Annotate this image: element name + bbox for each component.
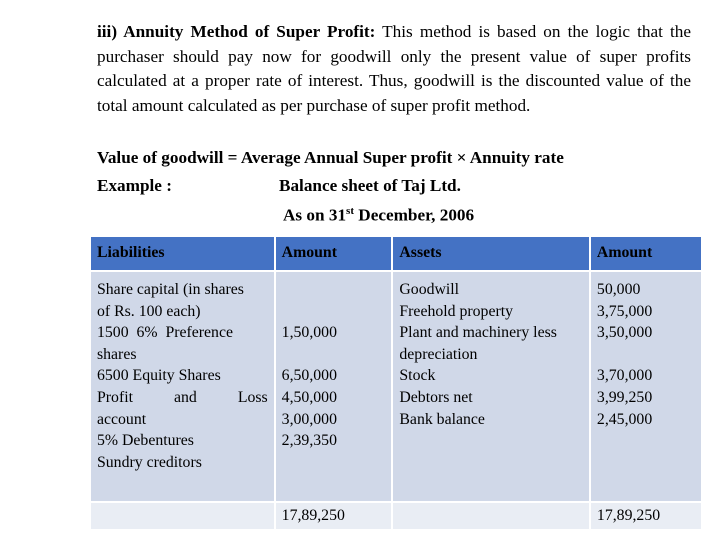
asset-line: depreciation xyxy=(399,345,478,363)
liability-amount: 6,50,000 xyxy=(281,367,337,385)
asset-line: Stock xyxy=(399,367,436,385)
intro-text xyxy=(97,20,691,118)
intro-paragraph xyxy=(97,20,691,118)
asset-amount: 50,000 xyxy=(596,281,641,298)
liabilities-cell xyxy=(91,272,274,501)
asset-amount: 3,75,000 xyxy=(596,302,653,320)
header-amount-assets: Amount xyxy=(591,237,701,270)
header-liabilities: Liabilities xyxy=(91,237,274,270)
liability-amount: 1,50,000 xyxy=(281,324,337,342)
liability-line: Sundry creditors xyxy=(97,453,202,471)
total-blank-cell xyxy=(393,503,589,529)
asset-amount: 3,70,000 xyxy=(596,367,653,385)
date-superscript: st xyxy=(346,205,354,217)
liability-line: shares xyxy=(97,345,137,363)
goodwill-formula: Value of goodwill = Average Annual Super profit × Annuity rate xyxy=(97,148,564,167)
liability-amount: 2,39,350 xyxy=(281,432,337,450)
liability-line xyxy=(97,387,268,409)
liability-amounts-cell xyxy=(276,272,392,501)
balance-sheet-table xyxy=(89,235,703,531)
table-row xyxy=(91,272,701,501)
date-prefix: As on 31 xyxy=(283,205,347,225)
date-suffix: December, 2006 xyxy=(354,205,475,225)
example-label: Example : xyxy=(97,176,172,195)
total-liabilities: 17,89,250 xyxy=(276,503,392,529)
liability-word: Profit xyxy=(97,388,133,406)
liability-line: account xyxy=(97,410,147,428)
method-heading: iii) Annuity Method of Super Profit: xyxy=(97,22,376,41)
asset-line: Debtors net xyxy=(399,388,473,406)
liability-line: 6500 Equity Shares xyxy=(97,367,221,385)
balance-sheet-title: Balance sheet of Taj Ltd. xyxy=(279,176,461,195)
table-total-row xyxy=(91,503,701,529)
liability-line: of Rs. 100 each) xyxy=(97,302,201,320)
header-assets: Assets xyxy=(393,237,589,270)
total-blank-cell xyxy=(91,503,274,529)
asset-line: Plant and machinery less xyxy=(399,324,557,342)
total-assets: 17,89,250 xyxy=(591,503,701,529)
assets-cell xyxy=(393,272,589,501)
asset-amount: 3,50,000 xyxy=(596,324,653,342)
header-amount-liabilities: Amount xyxy=(276,237,392,270)
method-description: This method is based on the logic that the purchaser should pay now for goodwill only the present value of super profits calculated at a proper rate of interest. Thus, goodwill is the discounted value of the total amount calculated as per purchase of super profit method. xyxy=(97,22,691,115)
example-row xyxy=(97,176,461,196)
asset-line: Freehold property xyxy=(399,302,514,320)
liability-amount: 4,50,000 xyxy=(281,388,337,406)
asset-amounts-cell xyxy=(591,272,701,501)
liability-word: Loss xyxy=(237,388,268,406)
liability-line: 5% Debentures xyxy=(97,432,194,450)
table-header-row xyxy=(91,237,701,270)
liability-line: 1500 6% Preference xyxy=(97,324,233,342)
asset-line: Bank balance xyxy=(399,410,485,428)
liability-amount: 3,00,000 xyxy=(281,410,337,428)
balance-sheet-date xyxy=(283,205,474,226)
liability-line: Share capital (in shares xyxy=(97,281,244,298)
asset-amount: 3,99,250 xyxy=(596,388,653,406)
asset-amount: 2,45,000 xyxy=(596,410,653,428)
asset-line: Goodwill xyxy=(399,281,460,298)
liability-word: and xyxy=(174,388,197,406)
